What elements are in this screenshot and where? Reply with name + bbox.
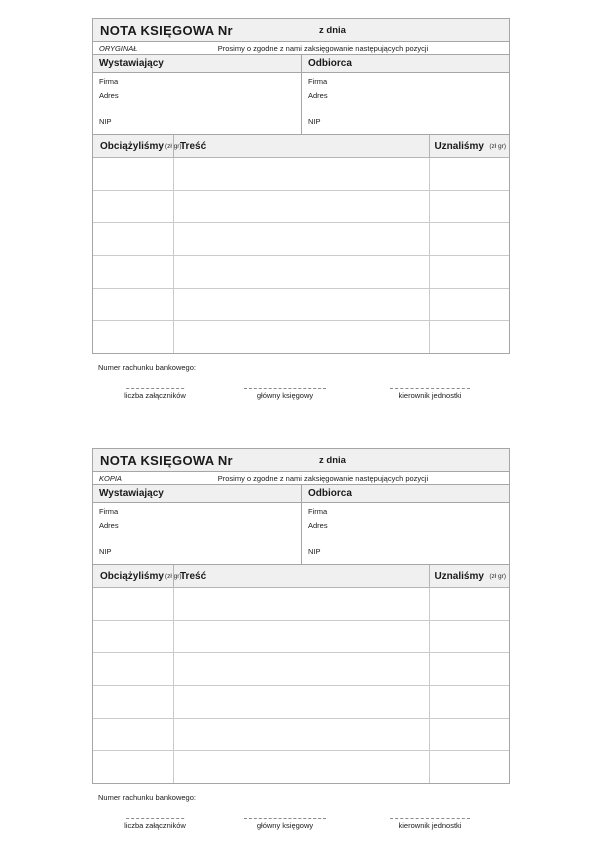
debit-unit-label: (zł gr) [164,142,182,150]
adres-label: Adres [99,521,119,530]
table-row [93,750,509,783]
issuer-details-cell [93,503,301,564]
form-title: NOTA KSIĘGOWA Nr [100,22,233,38]
signatures-row [92,818,510,850]
credit-cell [429,256,509,288]
content-column-label: Treść [180,140,207,152]
table-row [93,222,509,255]
signature-label: liczba załączników [124,821,186,830]
debit-column-header [93,565,182,587]
signature-line [390,388,470,389]
content-cell [173,686,430,718]
credit-column-header [429,135,509,157]
firma-label: Firma [308,77,328,86]
form-box [92,448,510,784]
parties-header [93,485,509,503]
content-cell [173,158,430,190]
debit-unit-label: (zł gr) [164,572,182,580]
copy-type-label: ORYGINAŁ [99,43,138,53]
form-box [92,18,510,354]
adres-label: Adres [308,91,328,100]
credit-cell [429,653,509,685]
credit-unit-label: (zł gr) [489,142,506,150]
title-row [93,19,509,42]
nip-label: NIP [308,547,321,556]
signature-line [126,388,184,389]
issuer-details-cell [93,73,301,134]
signature-block-attachments [124,388,186,400]
adres-label: Adres [99,91,119,100]
signature-block-chief-accountant [244,818,326,830]
debit-cell [93,621,173,653]
signature-block-unit-manager [390,818,470,830]
debit-cell [93,191,173,223]
table-row [93,288,509,321]
recipient-header-cell: Odbiorca [301,55,509,72]
debit-cell [93,256,173,288]
signature-label: liczba załączników [124,391,186,400]
credit-column-header [429,565,509,587]
credit-cell [429,588,509,620]
parties-header [93,55,509,73]
debit-cell [93,223,173,255]
signature-line [244,388,326,389]
debit-column-label: Obciążyliśmy [100,140,164,152]
debit-cell [93,653,173,685]
table-body [93,587,509,783]
content-column-label: Treść [180,570,207,582]
instruction-text: Prosimy o zgodne z nami zaksięgowanie następujących pozycji [217,473,429,483]
credit-cell [429,158,509,190]
debit-cell [93,751,173,783]
credit-cell [429,289,509,321]
recipient-details-cell [301,73,509,134]
credit-cell [429,621,509,653]
content-cell [173,191,430,223]
signature-line [126,818,184,819]
credit-column-label: Uznaliśmy [434,570,484,582]
content-column-header [173,135,429,157]
table-row [93,652,509,685]
credit-cell [429,686,509,718]
parties-body [93,73,509,134]
firma-label: Firma [99,507,119,516]
signature-line [244,818,326,819]
signature-label: główny księgowy [256,391,314,400]
signature-label: kierownik jednostki [398,821,462,830]
credit-unit-label: (zł gr) [489,572,506,580]
signature-block-unit-manager [390,388,470,400]
firma-label: Firma [308,507,328,516]
table-row [93,157,509,190]
table-row [93,685,509,718]
credit-cell [429,751,509,783]
table-row [93,255,509,288]
debit-cell [93,686,173,718]
table-row [93,620,509,653]
nota-ksiegowa-form-copy [92,448,510,858]
copy-type-label: KOPIA [99,473,122,483]
credit-cell [429,223,509,255]
debit-column-header [93,135,182,157]
table-row [93,718,509,751]
subtitle-row [93,42,509,55]
debit-cell [93,158,173,190]
signature-label: główny księgowy [256,821,314,830]
table-row [93,587,509,620]
subtitle-row [93,472,509,485]
signature-line [390,818,470,819]
nip-label: NIP [99,117,112,126]
content-cell [173,223,430,255]
title-row [93,449,509,472]
bank-account-label: Numer rachunku bankowego: [98,793,196,802]
credit-cell [429,321,509,353]
signature-block-chief-accountant [244,388,326,400]
table-row [93,320,509,353]
debit-cell [93,321,173,353]
credit-cell [429,719,509,751]
form-title: NOTA KSIĘGOWA Nr [100,452,233,468]
table-body [93,157,509,353]
recipient-header-cell: Odbiorca [301,485,509,502]
debit-column-label: Obciążyliśmy [100,570,164,582]
table-row [93,190,509,223]
content-cell [173,289,430,321]
recipient-details-cell [301,503,509,564]
content-cell [173,256,430,288]
signature-label: kierownik jednostki [398,391,462,400]
credit-cell [429,191,509,223]
credit-column-label: Uznaliśmy [434,140,484,152]
date-of-label: z dnia [319,454,346,466]
content-cell [173,719,430,751]
issuer-header-cell: Wystawiający [99,58,164,69]
debit-cell [93,289,173,321]
content-cell [173,621,430,653]
parties-body [93,503,509,564]
signatures-row [92,388,510,420]
content-cell [173,321,430,353]
firma-label: Firma [99,77,119,86]
adres-label: Adres [308,521,328,530]
nip-label: NIP [99,547,112,556]
table-header [93,134,509,157]
signature-block-attachments [124,818,186,830]
content-cell [173,751,430,783]
nip-label: NIP [308,117,321,126]
content-cell [173,653,430,685]
date-of-label: z dnia [319,24,346,36]
content-cell [173,588,430,620]
nota-ksiegowa-form-original [92,18,510,428]
content-column-header [173,565,429,587]
bank-account-label: Numer rachunku bankowego: [98,363,196,372]
issuer-header-cell: Wystawiający [99,488,164,499]
debit-cell [93,719,173,751]
debit-cell [93,588,173,620]
table-header [93,564,509,587]
instruction-text: Prosimy o zgodne z nami zaksięgowanie następujących pozycji [217,43,429,53]
